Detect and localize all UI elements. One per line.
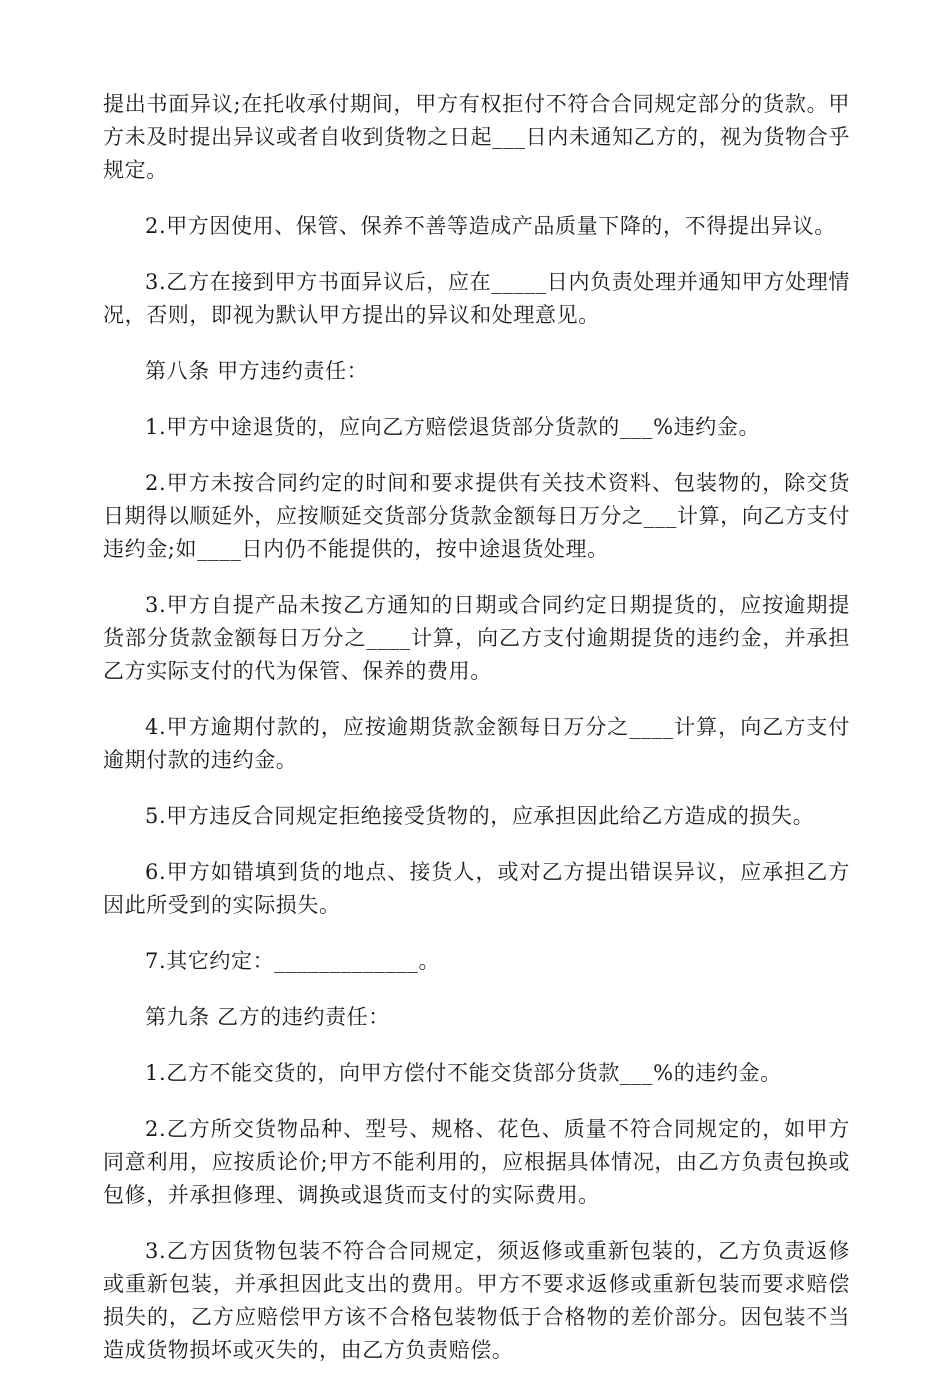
- paragraph-clause-8-5: 5.甲方违反合同规定拒绝接受货物的，应承担因此给乙方造成的损失。: [145, 804, 815, 828]
- paragraph-clause-8-1: 1.甲方中途退货的，应向乙方赔偿退货部分货款的___%违约金。: [145, 415, 761, 439]
- paragraph-objection-continued: 提出书面异议;在托收承付期间，甲方有权拒付不符合合同规定部分的货款。甲方未及时提出异议或者自收到货物之日起___日内未通知乙方的，视为货物合乎规定。: [103, 92, 850, 182]
- article-8-heading: 第八条 甲方违约责任：: [145, 359, 369, 383]
- paragraph-clause-8-2: 2.甲方未按合同约定的时间和要求提供有关技术资料、包装物的，除交货日期得以顺延外，应按顺延交货部分货款金额每日万分之___计算，向乙方支付违约金;如____日内仍不能提供的，按中途退货处理。: [103, 471, 850, 561]
- paragraph-clause-8-3: 3.甲方自提产品未按乙方通知的日期或合同约定日期提货的，应按逾期提货部分货款金额每日万分之____计算，向乙方支付逾期提货的违约金，并承担乙方实际支付的代为保管、保养的费用。: [103, 593, 850, 683]
- paragraph-clause-7-3: 3.乙方在接到甲方书面异议后，应在_____日内负责处理并通知甲方处理情况，否则，即视为默认甲方提出的异议和处理意见。: [103, 270, 850, 327]
- paragraph-clause-9-1: 1.乙方不能交货的，向甲方偿付不能交货部分货款___%的违约金。: [145, 1061, 782, 1085]
- paragraph-clause-8-6: 6.甲方如错填到货的地点、接货人，或对乙方提出错误异议，应承担乙方因此所受到的实际损失。: [103, 860, 850, 917]
- article-9-heading: 第九条 乙方的违约责任：: [145, 1005, 390, 1029]
- paragraph-clause-9-2: 2.乙方所交货物品种、型号、规格、花色、质量不符合同规定的，如甲方同意利用，应按质论价;甲方不能利用的，应根据具体情况，由乙方负责包换或包修，并承担修理、调换或退货而支付的实际费用。: [103, 1117, 850, 1207]
- document-body: [103, 88, 850, 1390]
- paragraph-clause-8-7: 7.其它约定：_____________。: [145, 949, 441, 973]
- paragraph-clause-8-4: 4.甲方逾期付款的，应按逾期货款金额每日万分之____计算，向乙方支付逾期付款的违约金。: [103, 715, 850, 772]
- paragraph-clause-9-3: 3.乙方因货物包装不符合合同规定，须返修或重新包装的，乙方负责返修或重新包装，并承担因此支出的费用。甲方不要求返修或重新包装而要求赔偿损失的，乙方应赔偿甲方该不合格包装物低于合格物的差价部分。因包装不当造成货物损坏或灭失的，由乙方负责赔偿。: [103, 1239, 850, 1362]
- paragraph-clause-7-2: 2.甲方因使用、保管、保养不善等造成产品质量下降的，不得提出异议。: [145, 214, 836, 238]
